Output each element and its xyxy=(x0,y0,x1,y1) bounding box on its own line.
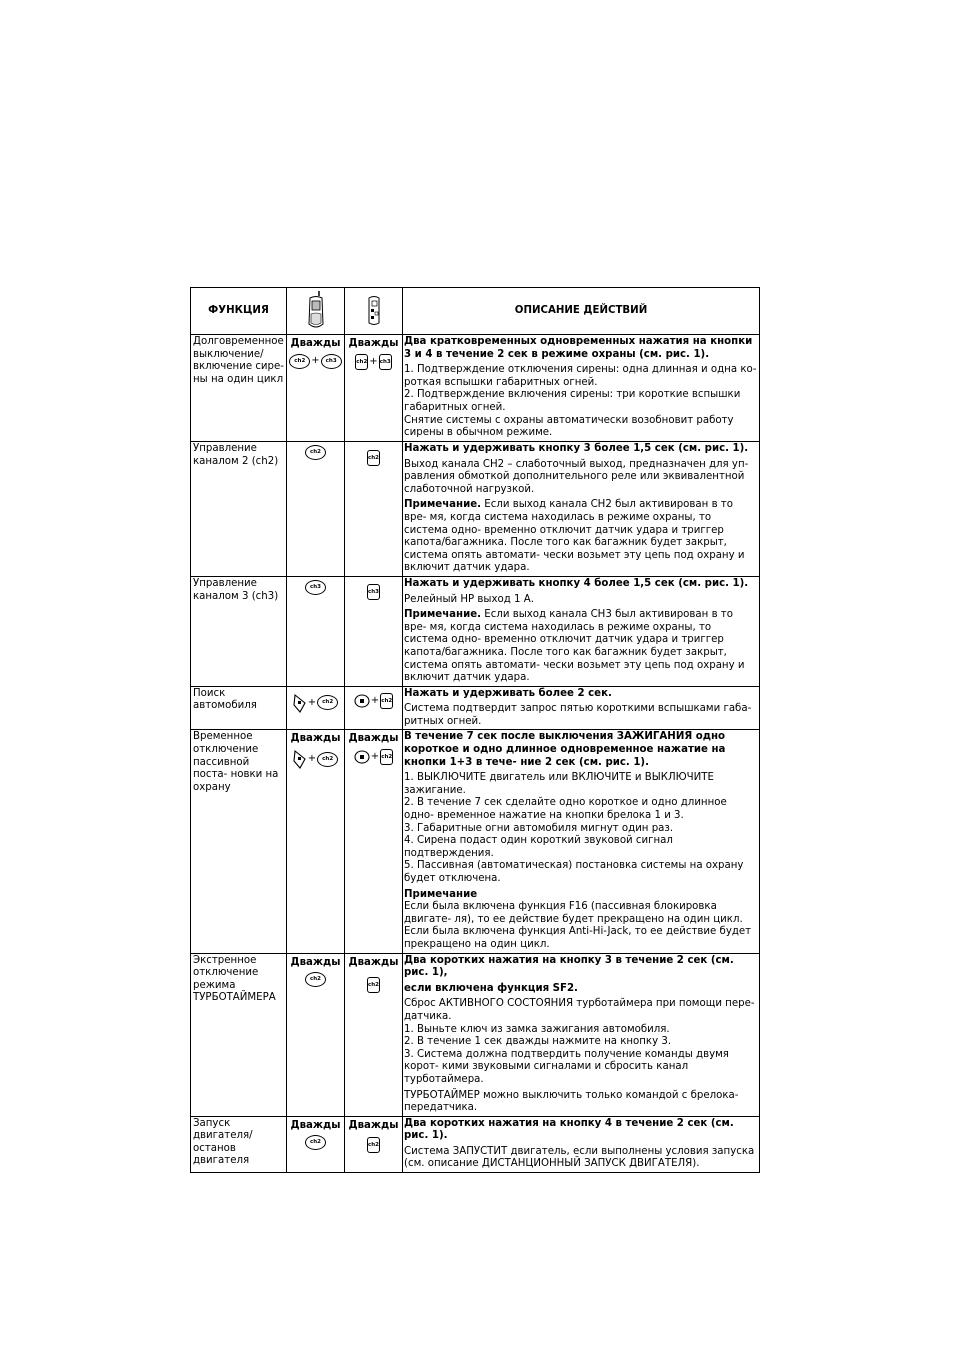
desc-text: 2. В течение 7 сек сделайте одно короткое и одно длинное одно- временное нажатие на кнопки брелока 1 и 3. xyxy=(404,797,727,822)
twice-label: Дважды xyxy=(290,338,341,349)
desc-heading: Два коротких нажатия на кнопку 4 в течение 2 сек (см. рис. 1). xyxy=(404,1117,734,1142)
button-combo xyxy=(293,749,338,769)
table-row xyxy=(191,1116,760,1172)
ch2-button-icon: ch2 xyxy=(305,1135,326,1150)
desc-heading: Два коротких нажатия на кнопку 3 в течение 2 сек (см. рис. 1), xyxy=(404,954,734,979)
ch2-button-icon: ch2 xyxy=(367,977,380,993)
desc-text: Система ЗАПУСТИТ двигатель, если выполнены условия запуска (см. описание ДИСТАНЦИОННЫЙ ЗАПУСК ДВИГАТЕЛЯ). xyxy=(404,1145,755,1170)
description xyxy=(403,730,760,953)
desc-text: 3. Габаритные огни автомобиля мигнут один раз. xyxy=(404,822,674,834)
remote2-action xyxy=(345,730,403,953)
table-row xyxy=(191,953,760,1116)
desc-text: 2. Подтверждение включения сирены: три короткие вспышки габаритных огней. xyxy=(404,389,741,413)
twice-label: Дважды xyxy=(290,1119,341,1131)
ch3-button-icon: ch3 xyxy=(305,580,326,595)
remote2-action xyxy=(345,335,403,442)
plus-sign: + xyxy=(369,355,378,367)
desc-heading: Нажать и удерживать кнопку 3 более 1,5 сек (см. рис. 1). xyxy=(404,443,749,454)
ch2-button-icon: ch2 xyxy=(380,749,393,765)
desc-text: Релейный НР выход 1 А. xyxy=(404,593,534,605)
ch2-button-icon: ch2 xyxy=(305,445,326,460)
desc-heading: Нажать и удерживать кнопку 4 более 1,5 сек (см. рис. 1). xyxy=(404,577,749,589)
description xyxy=(403,1116,760,1172)
description-header: ОПИСАНИЕ ДЕЙСТВИЙ xyxy=(403,288,760,335)
desc-text: 1. Подтверждение отключения сирены: одна длинная и одна ко- роткая вспышки габаритных огней. xyxy=(404,364,757,388)
remote2-action xyxy=(345,953,403,1116)
remote1-action xyxy=(287,953,345,1116)
ch2-button-icon: ch2 xyxy=(367,1137,380,1153)
function-name: Управление каналом 3 (ch3) xyxy=(191,576,287,686)
ch2-button-icon: ch2 xyxy=(289,354,310,369)
button-combo xyxy=(293,693,338,713)
desc-text: Если была включена функция F16 (пассивная блокировка двигате- ля), то ее действие будет прекращено на один цикл. xyxy=(404,901,743,925)
desc-text: 1. Выньте ключ из замка зажигания автомобиля. xyxy=(404,1023,670,1035)
table-row xyxy=(191,686,760,730)
remote2-action xyxy=(345,442,403,577)
table-row xyxy=(191,335,760,442)
ch3-button-icon: ch3 xyxy=(321,354,342,369)
desc-text: ТУРБОТАЙМЕР можно выключить только командой с брелока- передатчика. xyxy=(404,1089,739,1114)
desc-text: 2. В течение 1 сек дважды нажмите на кнопку 3. xyxy=(404,1036,672,1048)
table-row xyxy=(191,442,760,577)
twice-label: Дважды xyxy=(348,1119,399,1131)
button-combo xyxy=(289,354,341,369)
ch2-button-icon: ch2 xyxy=(367,450,380,466)
desc-heading: если включена функция SF2. xyxy=(404,982,578,994)
desc-text: Выход канала CH2 – слаботочный выход, предназначен для уп- равления обмоткой дополнительного реле или эквивалентной слаботочной нагрузкой. xyxy=(404,458,749,495)
desc-text: Если была включена функция Anti-Hi-Jack, то ее действие будет прекращено на один цикл. xyxy=(404,926,752,950)
remote1-header xyxy=(287,288,345,335)
description xyxy=(403,335,760,442)
remote2-action xyxy=(345,1116,403,1172)
note-text: Если выход канала CH2 был активирован в то вре- мя, когда система находилась в режиме охраны, то система одно- временно отключит датчик удара и триггер капота/багажника. После того как багажник будет закрыт, система опять автомати- чески возьмет эту цепь под охрану и включит датчик удара. xyxy=(404,499,745,574)
button-combo xyxy=(355,354,391,370)
desc-text: 5. Пассивная (автоматическая) постановка системы на охрану будет отключена. xyxy=(404,860,744,884)
note-text: Если выход канала CH3 был активирован в то вре- мя, когда система находилась в режиме охраны, то система одно- временно отключит датчик удара и триггер капота/багажника. После того как багажник будет закрыт, система опять автомати- чески возьмет эту цепь под охрану и включит датчик удара. xyxy=(404,609,745,684)
plus-sign: + xyxy=(370,694,380,706)
desc-note xyxy=(404,609,758,685)
remote1-action xyxy=(287,686,345,730)
plus-sign: + xyxy=(307,696,317,708)
note-label: Примечание xyxy=(404,888,478,900)
table-header-row xyxy=(191,288,760,335)
lock-button-icon xyxy=(293,749,307,769)
desc-heading: В течение 7 сек после выключения ЗАЖИГАНИЯ одно короткое и одно длинное одновременное нажатие на кнопки 1+3 в тече- ние 2 сек (см. рис. 1). xyxy=(404,731,726,768)
ch2-button-icon: ch2 xyxy=(305,972,326,987)
function-name: Запуск двигателя/ останов двигателя xyxy=(191,1116,287,1172)
ch2-button-icon: ch2 xyxy=(355,354,368,370)
remote1-action xyxy=(287,576,345,686)
plus-sign: + xyxy=(307,753,317,765)
desc-note xyxy=(404,499,758,575)
button-combo xyxy=(354,749,393,765)
remote1-action xyxy=(287,335,345,442)
ch2-button-icon: ch2 xyxy=(317,695,338,710)
ch3-button-icon: ch3 xyxy=(367,584,380,600)
desc-text: Сброс АКТИВНОГО СОСТОЯНИЯ турботаймера при помощи пере- датчика. xyxy=(404,998,755,1022)
lcd-remote-icon xyxy=(307,291,325,331)
desc-text: 4. Сирена подаст один короткий звуковой сигнал подтверждения. xyxy=(404,835,673,859)
lock-button-icon xyxy=(354,750,370,764)
desc-text: 1. ВЫКЛЮЧИТЕ двигатель или ВКЛЮЧИТЕ и ВЫКЛЮЧИТЕ зажигание. xyxy=(404,772,714,796)
functions-table xyxy=(190,287,760,1173)
twice-label: Дважды xyxy=(290,956,341,968)
remote1-action xyxy=(287,442,345,577)
desc-heading: Нажать и удерживать более 2 сек. xyxy=(404,687,612,699)
remote2-header xyxy=(345,288,403,335)
description xyxy=(403,686,760,730)
twice-label: Дважды xyxy=(348,733,399,745)
ch3-button-icon: ch3 xyxy=(379,354,392,370)
ch2-button-icon: ch2 xyxy=(317,752,338,767)
twice-label: Дважды xyxy=(348,956,399,968)
button-combo xyxy=(354,693,393,709)
remote1-action xyxy=(287,1116,345,1172)
function-name: Экстренное отключение режима ТУРБОТАЙМЕРА xyxy=(191,953,287,1116)
desc-heading: Два кратковременных одновременных нажатия на кнопки 3 и 4 в течение 2 сек в режиме охраны (см. рис. 1). xyxy=(404,336,753,360)
desc-text: Система подтвердит запрос пятью короткими вспышками габа- ритных огней. xyxy=(404,703,752,727)
description xyxy=(403,442,760,577)
lock-button-icon xyxy=(293,693,307,713)
table-row xyxy=(191,730,760,953)
ch2-button-icon: ch2 xyxy=(380,693,393,709)
twice-label: Дважды xyxy=(348,338,399,349)
function-name: Временное отключение пассивной поста- новки на охрану xyxy=(191,730,287,953)
function-header: ФУНКЦИЯ xyxy=(191,288,287,335)
function-name: Долговременное выключение/ включение сире- ны на один цикл xyxy=(191,335,287,442)
table-row xyxy=(191,576,760,686)
note-label: Примечание. xyxy=(404,609,482,621)
remote2-action xyxy=(345,686,403,730)
function-name: Управление каналом 2 (ch2) xyxy=(191,442,287,577)
description xyxy=(403,576,760,686)
remote1-action xyxy=(287,730,345,953)
twice-label: Дважды xyxy=(290,733,341,745)
note-label: Примечание. xyxy=(404,499,482,511)
plus-sign: + xyxy=(370,751,380,763)
remote2-action xyxy=(345,576,403,686)
desc-text: Снятие системы с охраны автоматически возобновит работу сирены в обычном режиме. xyxy=(404,414,734,439)
desc-text: 3. Система должна подтвердить получение команды двумя корот- кими звуковыми сигналами и сбросить канал турботаймера. xyxy=(404,1048,729,1085)
description xyxy=(403,953,760,1116)
small-remote-icon xyxy=(367,295,381,327)
function-name: Поиск автомобиля xyxy=(191,686,287,730)
plus-sign: + xyxy=(311,355,320,367)
lock-button-icon xyxy=(354,694,370,708)
